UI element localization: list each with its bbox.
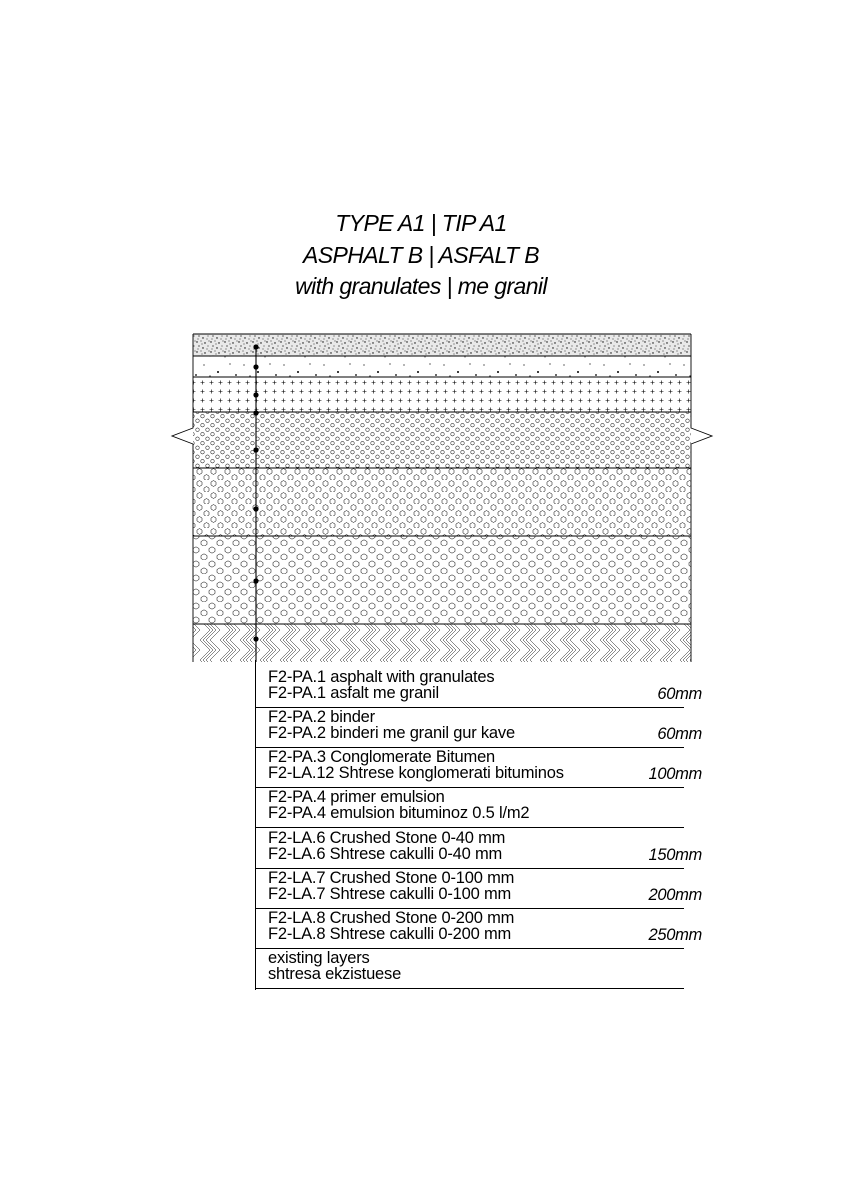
leader-dot — [253, 392, 258, 397]
title-line-1: TYPE A1 | TIP A1 — [335, 210, 507, 236]
legend-entry-stone-0-40 — [256, 829, 702, 869]
leader-dot — [253, 447, 258, 452]
break-line-right-icon — [691, 420, 712, 450]
legend-thickness: 250mm — [648, 926, 702, 944]
legend-label-al: F2-PA.2 binderi me granil gur kave — [268, 724, 515, 742]
legend-entry-binder — [256, 708, 702, 748]
layer-existing — [193, 624, 691, 662]
legend-label-al: F2-LA.8 Shtrese cakulli 0-200 mm — [268, 925, 512, 943]
layer-crushed-stone-0-40 — [193, 412, 691, 468]
legend-divider — [256, 827, 684, 828]
leader-dot — [253, 344, 258, 349]
legend-entry-existing — [256, 949, 686, 989]
legend-label-al: F2-LA.12 Shtrese konglomerati bituminos — [268, 764, 564, 782]
legend-divider — [256, 988, 684, 989]
legend-label-en: F2-PA.4 primer emulsion — [268, 788, 445, 806]
legend-entry-conglomerate — [256, 748, 702, 788]
title-line-2: ASPHALT B | ASFALT B — [303, 242, 539, 268]
legend-label-al: shtresa ekzistuese — [268, 965, 402, 983]
legend-label-al: F2-LA.7 Shtrese cakulli 0-100 mm — [268, 885, 512, 903]
legend-entry-stone-0-100 — [256, 869, 702, 909]
layer-conglomerate-bitumen — [193, 377, 691, 412]
legend-label-al: F2-PA.4 emulsion bituminoz 0.5 l/m2 — [268, 804, 530, 822]
leader-dot — [253, 578, 258, 583]
layer-crushed-stone-0-200 — [193, 536, 691, 624]
legend-entry-stone-0-200 — [256, 909, 702, 949]
break-line-left-icon — [172, 420, 193, 450]
legend-label-en: F2-PA.3 Conglomerate Bitumen — [268, 748, 496, 766]
leader-dot — [253, 506, 258, 511]
legend-label-en: F2-PA.1 asphalt with granulates — [268, 668, 495, 686]
legend-label-en: F2-LA.8 Crushed Stone 0-200 mm — [268, 909, 515, 927]
leader-dot — [253, 636, 258, 641]
legend-thickness: 60mm — [657, 685, 702, 703]
title-line-3: with granulates | me granil — [295, 273, 547, 299]
legend-thickness: 200mm — [648, 886, 702, 904]
leader-dot — [253, 364, 258, 369]
legend-label-al: F2-LA.6 Shtrese cakulli 0-40 mm — [268, 845, 503, 863]
legend-thickness: 60mm — [657, 725, 702, 743]
legend-label-en: existing layers — [268, 949, 370, 967]
layer-asphalt-granulates — [193, 334, 691, 356]
legend-label-en: F2-LA.7 Crushed Stone 0-100 mm — [268, 869, 515, 887]
legend-label-en: F2-LA.6 Crushed Stone 0-40 mm — [268, 829, 506, 847]
legend-label-al: F2-PA.1 asfalt me granil — [268, 684, 439, 702]
legend-thickness: 100mm — [648, 765, 702, 783]
layer-binder — [193, 356, 691, 377]
legend-label-en: F2-PA.2 binder — [268, 708, 375, 726]
leader-dot — [253, 410, 258, 415]
layer-crushed-stone-0-100 — [193, 468, 691, 536]
legend-entry-primer — [256, 788, 686, 828]
legend-thickness: 150mm — [648, 846, 702, 864]
legend-entry-asphalt — [256, 668, 702, 708]
